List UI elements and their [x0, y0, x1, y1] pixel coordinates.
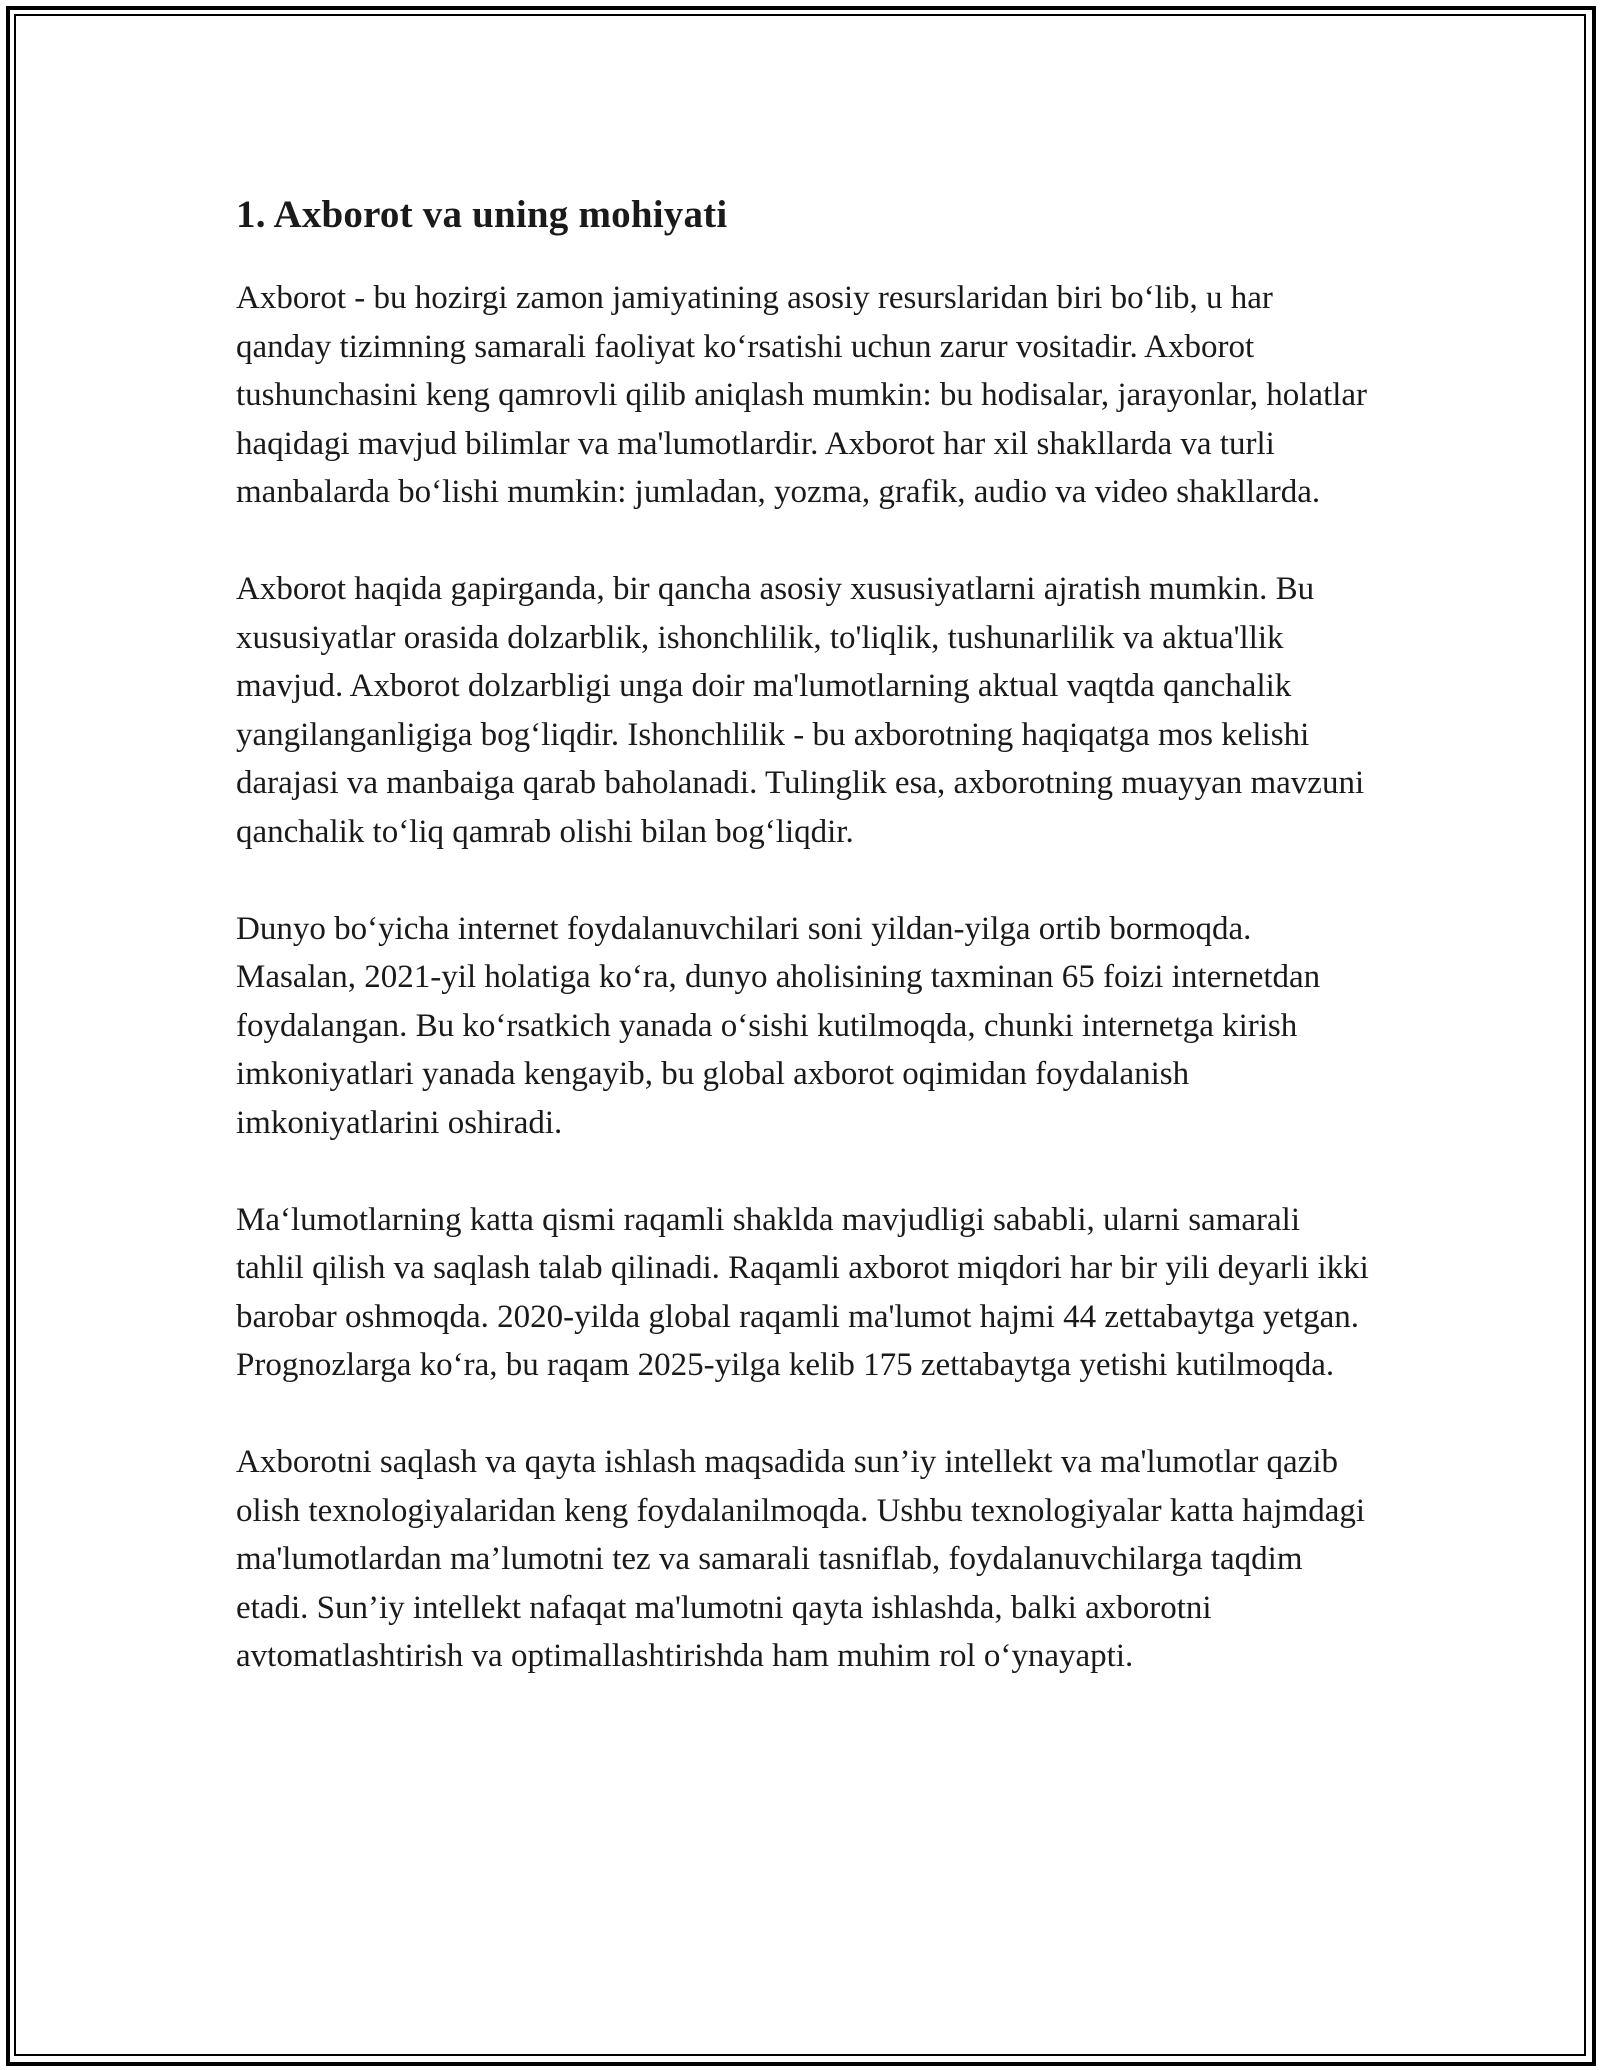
paragraph-internet-users: Dunyo bo‘yicha internet foydalanuvchilari soni yildan-yilga ortib bormoqda. Masalan, 2021-yil holatiga ko‘ra, dunyo aholisining taxminan 65 foizi internetdan foydalangan. Bu ko‘rsatkich yanada o‘sishi kutilmoqda, chunki internetga kirish imkoniyatlari yanada kengayib, bu global axborot oqimidan foydalanish imkoniyatlarini oshiradi.: [236, 910, 1321, 1141]
document-body: [236, 186, 1376, 1729]
paragraph-ai-technologies: Axborotni saqlash va qayta ishlash maqsadida sun’iy intellekt va ma'lumotlar qazib olish texnologiyalaridan keng foydalanilmoqda. Ushbu texnologiyalar katta hajmdagi ma'lumotlardan ma’lumotni tez va samarali tasniflab, foydalanuvchilarga taqdim etadi. Sun’iy intellekt nafaqat ma'lumotni qayta ishlashda, balki axborotni avtomatlashtirish va optimallashtirishda ham muhim rol o‘ynayapti.: [236, 1444, 1366, 1674]
paragraph-definition: Axborot - bu hozirgi zamon jamiyatining asosiy resurslaridan biri bo‘lib, u har qanday tizimning samarali faoliyat ko‘rsatishi uchun zarur vositadir. Axborot tushunchasini keng qamrovli qilib aniqlash mumkin: bu hodisalar, jarayonlar, holatlar haqidagi mavjud bilimlar va ma'lumotlardir. Axborot har xil shakllarda va turli manbalarda bo‘lishi mumkin: jumladan, yozma, grafik, audio va video shakllarda.: [236, 280, 1368, 510]
paragraph-properties: Axborot haqida gapirganda, bir qancha asosiy xususiyatlarni ajratish mumkin. Bu xususiyatlar orasida dolzarblik, ishonchlilik, to'liqlik, tushunarlilik va aktua'llik mavjud. Axborot dolzarbligi unga doir ma'lumotlarning aktual vaqtda qanchalik yangilanganligiga bog‘liqdir. Ishonchlilik - bu axborotning haqiqatga mos kelishi darajasi va manbaiga qarab baholanadi. Tulinglik esa, axborotning muayyan mavzuni qanchalik to‘liq qamrab olishi bilan bog‘liqdir.: [236, 571, 1365, 850]
section-title: 1. Axborot va uning mohiyati: [236, 193, 728, 236]
paragraph-digital-data: Ma‘lumotlarning katta qismi raqamli shaklda mavjudligi sababli, ularni samarali tahlil qilish va saqlash talab qilinadi. Raqamli axborot miqdori har bir yili deyarli ikki barobar oshmoqda. 2020-yilda global raqamli ma'lumot hajmi 44 zettabaytga yetgan. Prognozlarga ko‘ra, bu raqam 2025-yilga kelib 175 zettabaytga yetishi kutilmoqda.: [236, 1201, 1369, 1383]
